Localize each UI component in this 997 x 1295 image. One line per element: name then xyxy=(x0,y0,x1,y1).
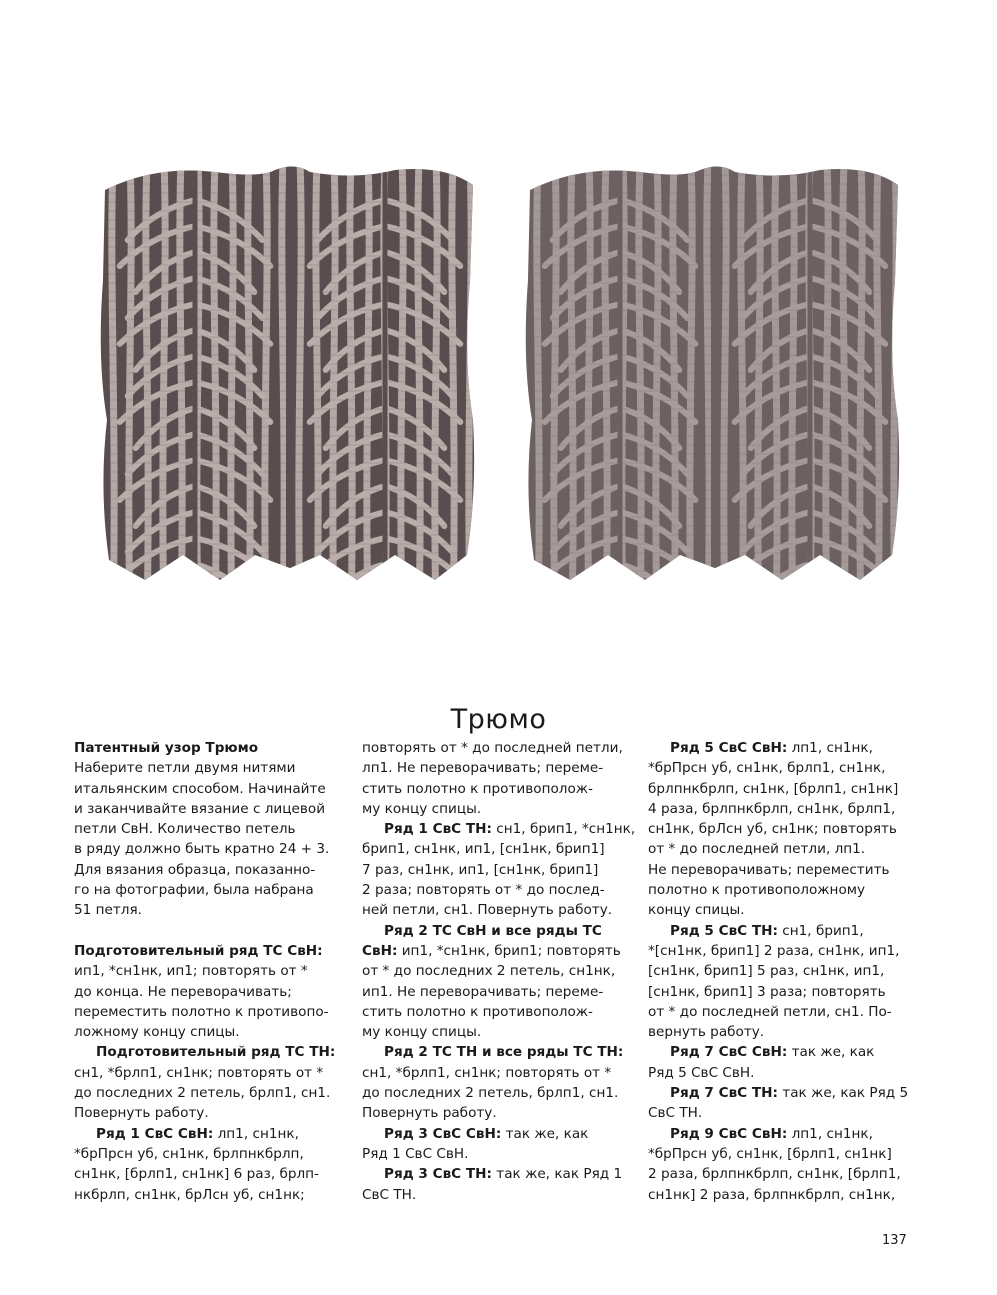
line-text: сн1нк, брЛсн уб, сн1нк; повторять xyxy=(648,821,897,838)
text-line xyxy=(362,839,612,859)
text-line xyxy=(74,1185,324,1205)
line-text: стить полотно к противополож- xyxy=(362,780,593,797)
text-line xyxy=(74,799,324,819)
line-text: петли СвН. Количество петель xyxy=(74,821,296,838)
line-text: до конца. Не переворачивать; xyxy=(74,983,292,1000)
text-line xyxy=(362,1144,612,1164)
line-text: итальянским способом. Начинайте xyxy=(74,780,326,797)
line-text: *брПрсн уб, сн1нк, брлпнкбрлп, xyxy=(74,1145,304,1162)
text-line xyxy=(74,1042,336,1062)
text-line xyxy=(74,900,324,920)
text-line xyxy=(648,941,903,961)
pattern-title: Трюмо xyxy=(450,704,547,736)
text-line xyxy=(74,880,324,900)
row-heading: Ряд 5 СвС ТН: xyxy=(670,922,778,939)
text-line xyxy=(74,982,324,1002)
text-line xyxy=(648,900,903,920)
line-text: так же, как xyxy=(501,1125,589,1142)
text-line xyxy=(648,1063,903,1083)
row-heading: Ряд 7 СвС СвН: xyxy=(670,1044,788,1061)
text-line xyxy=(362,941,621,961)
line-text: так же, как Ряд 1 xyxy=(491,1166,623,1183)
line-text: Не переворачивать; переместить xyxy=(648,861,890,878)
line-text: Повернуть работу. xyxy=(74,1105,209,1122)
text-line xyxy=(362,1002,612,1022)
line-text: Для вязания образца, показанно- xyxy=(74,861,316,878)
line-text: стить полотно к противополож- xyxy=(362,1003,593,1020)
text-line xyxy=(648,1002,903,1022)
line-text: го на фотографии, была набрана xyxy=(74,882,314,899)
text-line xyxy=(74,1063,324,1083)
paragraph-gap xyxy=(74,921,324,941)
text-line xyxy=(74,758,324,778)
text-line xyxy=(362,1042,624,1062)
text-line xyxy=(74,839,330,859)
line-text: 2 раза; повторять от * до послед- xyxy=(362,882,605,899)
line-text: Ряд 1 СвС СвН. xyxy=(362,1145,469,1162)
text-line xyxy=(648,738,903,758)
branch-stitch xyxy=(195,590,262,620)
text-line xyxy=(648,1022,903,1042)
line-text: [сн1нк, брип1] 3 раза; повторять xyxy=(648,983,886,1000)
text-line xyxy=(362,982,612,1002)
text-column-3 xyxy=(648,738,909,1205)
text-line xyxy=(74,860,324,880)
line-text: так же, как xyxy=(787,1044,875,1061)
text-line xyxy=(362,779,612,799)
line-text: *брПрсн уб, сн1нк, брлп1, сн1нк, xyxy=(648,760,886,777)
row-heading: Ряд 2 ТС ТН и все ряды ТС ТН: xyxy=(384,1044,624,1061)
row-heading: СвН: xyxy=(362,942,398,959)
text-line xyxy=(362,1164,623,1184)
line-text: сн1нк, [брлп1, сн1нк] 6 раз, брлп- xyxy=(74,1166,319,1183)
line-text: сн1, *брлп1, сн1нк; повторять от * xyxy=(74,1064,324,1081)
text-line xyxy=(74,1002,329,1022)
swatch-drawing-dark xyxy=(520,160,910,620)
line-text: переместить полотно к противопо- xyxy=(74,1003,329,1020)
line-text: СвС ТН. xyxy=(648,1105,703,1122)
line-text: ип1, *сн1нк, ип1; повторять от * xyxy=(74,963,308,980)
text-line xyxy=(74,779,324,799)
branch-stitch xyxy=(810,590,877,620)
line-text: лп1, сн1нк, xyxy=(213,1125,299,1142)
branch-stitch xyxy=(128,590,195,620)
text-line xyxy=(74,738,324,758)
branch-stitch xyxy=(318,590,385,620)
text-line xyxy=(362,921,612,941)
text-line xyxy=(74,941,324,961)
text-line xyxy=(648,1083,909,1103)
line-text: в ряду должно быть кратно 24 + 3. xyxy=(74,841,330,858)
row-heading: Ряд 3 СвС ТН: xyxy=(384,1166,492,1183)
line-text: от * до последней петли, лп1. xyxy=(648,841,866,858)
text-line xyxy=(648,1103,903,1123)
branch-stitch xyxy=(620,590,687,620)
text-line xyxy=(74,1144,324,1164)
text-line xyxy=(648,880,903,900)
line-text: 2 раза, брлпнкбрлп, сн1нк, [брлп1, xyxy=(648,1166,901,1183)
text-column-2 xyxy=(362,738,636,1205)
row-heading: Ряд 3 СвС СвН: xyxy=(384,1125,502,1142)
line-text: ип1. Не переворачивать; переме- xyxy=(362,983,604,1000)
branch-stitch xyxy=(553,590,620,620)
text-line xyxy=(362,799,612,819)
text-line xyxy=(362,1063,612,1083)
text-line xyxy=(74,1022,324,1042)
text-line xyxy=(648,758,903,778)
text-line xyxy=(362,961,616,981)
line-text: ней петли, сн1. Повернуть работу. xyxy=(362,902,613,919)
text-line xyxy=(648,1042,903,1062)
line-text: лп1, сн1нк, xyxy=(787,1125,873,1142)
text-line xyxy=(362,900,612,920)
text-line xyxy=(362,1103,612,1123)
text-line xyxy=(648,1124,903,1144)
line-text: брлпнкбрлп, сн1нк, [брлп1, сн1нк] xyxy=(648,780,899,797)
text-line xyxy=(74,1103,324,1123)
text-line xyxy=(362,738,623,758)
line-text: сн1, *брлп1, сн1нк; повторять от * xyxy=(362,1064,612,1081)
text-line xyxy=(74,819,324,839)
text-line xyxy=(362,758,612,778)
swatch-photo-light xyxy=(95,160,485,620)
line-text: концу спицы. xyxy=(648,902,745,919)
line-text: му концу спицы. xyxy=(362,800,482,817)
line-text: Наберите петли двумя нитями xyxy=(74,760,296,777)
text-line xyxy=(648,1185,903,1205)
text-line xyxy=(648,982,903,1002)
branch-stitch xyxy=(385,590,452,620)
text-line xyxy=(648,819,903,839)
row-heading: Ряд 5 СвС СвН: xyxy=(670,740,788,756)
page-number: 137 xyxy=(882,1233,907,1248)
line-text: вернуть работу. xyxy=(648,1024,765,1041)
line-text: сн1, брип1, xyxy=(777,922,864,939)
line-text: [сн1нк, брип1] 5 раз, сн1нк, ип1, xyxy=(648,963,885,980)
text-line xyxy=(648,799,903,819)
text-line xyxy=(648,779,903,799)
row-heading: Ряд 1 СвС ТН: xyxy=(384,821,492,838)
line-text: Ряд 5 СвС СвН. xyxy=(648,1064,755,1081)
text-line xyxy=(648,860,903,880)
line-text: и заканчивайте вязание с лицевой xyxy=(74,800,326,817)
line-text: так же, как Ряд 5 xyxy=(777,1085,909,1102)
text-line xyxy=(648,1144,903,1164)
text-line xyxy=(362,1022,612,1042)
row-heading: Ряд 9 СвС СвН: xyxy=(670,1125,788,1142)
line-text: 7 раз, сн1нк, ип1, [сн1нк, брип1] xyxy=(362,861,599,878)
row-heading: Ряд 7 СвС ТН: xyxy=(670,1085,778,1102)
line-text: сн1нк] 2 раза, брлпнкбрлп, сн1нк, xyxy=(648,1186,896,1203)
line-text: 51 петля. xyxy=(74,902,142,919)
line-text: сн1, брип1, *сн1нк, xyxy=(491,821,636,838)
line-text: повторять от * до последней петли, xyxy=(362,740,623,756)
text-line xyxy=(362,1083,619,1103)
text-line xyxy=(74,1083,331,1103)
line-text: до последних 2 петель, брлп1, сн1. xyxy=(74,1085,331,1102)
line-text: лп1. Не переворачивать; переме- xyxy=(362,760,604,777)
line-text: от * до последней петли, сн1. По- xyxy=(648,1003,892,1020)
row-heading: Подготовительный ряд ТС ТН: xyxy=(96,1044,336,1061)
line-text: Повернуть работу. xyxy=(362,1105,497,1122)
line-text: ип1, *сн1нк, брип1; повторять xyxy=(397,942,621,959)
text-line xyxy=(648,921,903,941)
line-text: до последних 2 петель, брлп1, сн1. xyxy=(362,1085,619,1102)
line-text: *[сн1нк, брип1] 2 раза, сн1нк, ип1, xyxy=(648,942,900,959)
line-text: полотно к противоположному xyxy=(648,882,866,899)
branch-stitch xyxy=(743,590,810,620)
text-line xyxy=(362,1124,612,1144)
swatch-drawing-light xyxy=(95,160,485,620)
row-heading: Ряд 2 ТС СвН и все ряды ТС xyxy=(384,922,602,939)
line-text: лп1, сн1нк, xyxy=(787,740,873,756)
text-line xyxy=(648,961,903,981)
line-text: ложному концу спицы. xyxy=(74,1024,240,1041)
line-text: СвС ТН. xyxy=(362,1186,417,1203)
text-line xyxy=(648,839,903,859)
swatch-photo-dark xyxy=(520,160,910,620)
line-text: 4 раза, брлпнкбрлп, сн1нк, брлп1, xyxy=(648,800,896,817)
text-line xyxy=(74,961,324,981)
line-text: му концу спицы. xyxy=(362,1024,482,1041)
line-text: от * до последних 2 петель, сн1нк, xyxy=(362,963,616,980)
text-line xyxy=(362,819,636,839)
text-line xyxy=(362,860,612,880)
text-line xyxy=(74,1164,324,1184)
section-heading: Патентный узор Трюмо xyxy=(74,740,259,756)
row-heading: Ряд 1 СвС СвН: xyxy=(96,1125,214,1142)
text-line xyxy=(362,880,612,900)
text-column-1 xyxy=(74,738,336,1205)
text-line xyxy=(362,1185,612,1205)
text-line xyxy=(74,1124,324,1144)
line-text: *брПрсн уб, сн1нк, [брлп1, сн1нк] xyxy=(648,1145,892,1162)
line-text: нкбрлп, сн1нк, брЛсн уб, сн1нк; xyxy=(74,1186,305,1203)
section-heading: Подготовительный ряд ТС СвН: xyxy=(74,942,323,959)
line-text: брип1, сн1нк, ип1, [сн1нк, брип1] xyxy=(362,841,605,858)
text-line xyxy=(648,1164,903,1184)
